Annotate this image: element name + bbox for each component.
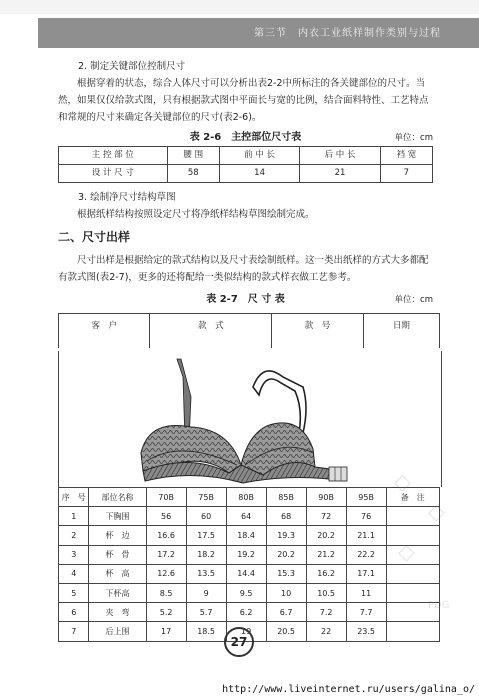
table-cell: 56	[146, 507, 186, 526]
order-header-customer: 客 户	[59, 314, 150, 337]
table-2-6-unit: 单位：cm	[394, 133, 433, 143]
table-cell: 18.2	[186, 545, 226, 564]
table-header-cell: 90B	[306, 488, 346, 507]
table-cell: 7.2	[306, 603, 346, 622]
table-2-6-title-row	[58, 130, 433, 146]
table-row	[59, 583, 440, 602]
table-cell: 9	[186, 583, 226, 602]
table-header-cell: 序 号	[59, 488, 89, 507]
table-2-6	[58, 146, 433, 183]
table-2-7	[58, 487, 440, 642]
table-2-7-title: 表 2-7 尺 寸 表	[206, 294, 285, 305]
table-cell: 19.2	[226, 545, 266, 564]
table-header-cell: 85B	[266, 488, 306, 507]
table-cell: 1	[59, 507, 89, 526]
table-header-cell: 备 注	[386, 488, 439, 507]
table-cell: 后上围	[89, 622, 146, 641]
table-row	[59, 526, 440, 545]
table-cell: 下杯高	[89, 583, 146, 602]
table-cell: 16.2	[306, 564, 346, 583]
table-row	[59, 603, 440, 622]
table-header-cell: 部位名称	[89, 488, 146, 507]
table-cell: 15.3	[266, 564, 306, 583]
table-cell: 9.5	[226, 583, 266, 602]
order-blank-cell	[59, 336, 150, 348]
table-cell: 17	[146, 622, 186, 641]
order-header-row	[59, 314, 440, 337]
bra-style-illustration	[133, 357, 353, 485]
order-blank-cell	[150, 336, 272, 348]
table-header-cell: 裆 宽	[380, 147, 432, 165]
table-cell: 60	[186, 507, 226, 526]
table-cell: 76	[346, 507, 386, 526]
table-cell: 7	[380, 165, 432, 183]
table-cell: 10	[266, 583, 306, 602]
table-header-cell: 80B	[226, 488, 266, 507]
order-blank-cell	[363, 336, 439, 348]
hook-eye-closure	[329, 467, 347, 481]
table-cell: 21.2	[306, 545, 346, 564]
running-header-title: 第三节 内衣工业纸样制作类别与过程	[254, 28, 441, 39]
table-cell: 22.2	[346, 545, 386, 564]
section-paragraph-2: 根据穿着的状态，综合人体尺寸可以分析出表2-2中所标注的各关键部位的尺寸。当然，如果仅仅给款式图，只有根据款式图中平面长与宽的比例，结合面料特性、工艺特点和常规的尺寸来确定各关键部位的尺寸(表2-6)。	[58, 78, 429, 123]
table-row	[59, 165, 433, 183]
section-paragraph-two: 尺寸出样是根据给定的款式结构以及尺寸表绘制纸样。这一类出纸样的方式大多都配有款式图(表2-7)，更多的还将配给一类似结构的款式样衣做工艺参考。	[58, 255, 429, 283]
section-heading-3: 3. 绘制净尺寸结构草图	[78, 192, 176, 203]
table-2-7-unit: 单位：cm	[394, 295, 433, 305]
table-row	[59, 507, 440, 526]
table-header-cell: 前 中 长	[219, 147, 299, 165]
table-cell: 20.2	[266, 545, 306, 564]
table-cell: 21	[300, 165, 380, 183]
table-header-row	[59, 147, 433, 165]
table-header-cell: 75B	[186, 488, 226, 507]
table-cell: 杯 高	[89, 564, 146, 583]
table-cell: 11	[346, 583, 386, 602]
table-cell: 17.5	[186, 526, 226, 545]
table-cell: 14.4	[226, 564, 266, 583]
watermark-text: PDG	[428, 600, 450, 611]
table-cell: 23.5	[346, 622, 386, 641]
size-spec-sheet	[58, 313, 440, 669]
table-cell: 7	[59, 622, 89, 641]
table-cell: 8.5	[146, 583, 186, 602]
table-header-cell: 后 中 长	[300, 147, 380, 165]
table-header-cell: 95B	[346, 488, 386, 507]
table-cell: 14	[219, 165, 299, 183]
order-header-table	[58, 313, 440, 348]
table-2-6-title: 表 2-6 主控部位尺寸表	[189, 132, 302, 143]
section-title-two: 二、尺寸出样	[58, 230, 131, 244]
table-cell: 杯 骨	[89, 545, 146, 564]
table-cell: 21.1	[346, 526, 386, 545]
table-cell: 夹 弯	[89, 603, 146, 622]
table-cell: 58	[167, 165, 219, 183]
section-heading-2: 2. 制定关键部位控制尺寸	[78, 61, 186, 72]
table-cell: 19.3	[266, 526, 306, 545]
table-header-row	[59, 488, 440, 507]
table-cell: 7.7	[346, 603, 386, 622]
table-2-7-body	[59, 507, 440, 641]
table-2-7-title-row	[58, 292, 433, 308]
table-cell: 19	[226, 622, 266, 641]
body-content	[58, 58, 433, 308]
table-cell: 2	[59, 526, 89, 545]
table-cell: 6.2	[226, 603, 266, 622]
table-cell: 5	[59, 583, 89, 602]
table-cell: 设 计 尺 寸	[59, 165, 168, 183]
source-url: http://www.liveinternet.ru/users/galina_o/	[222, 684, 475, 695]
table-cell: 64	[226, 507, 266, 526]
table-cell: 18.4	[226, 526, 266, 545]
order-header-blank-row	[59, 336, 440, 348]
table-cell: 20.5	[266, 622, 306, 641]
table-cell: 22	[306, 622, 346, 641]
page-number: 27	[224, 627, 254, 657]
order-blank-cell	[272, 336, 363, 348]
table-cell: 20.2	[306, 526, 346, 545]
table-cell: 13.5	[186, 564, 226, 583]
order-header-style: 款 式	[150, 314, 272, 337]
table-cell: 4	[59, 564, 89, 583]
table-cell: 3	[59, 545, 89, 564]
order-header-style-no: 款 号	[272, 314, 363, 337]
table-cell: 杯 边	[89, 526, 146, 545]
table-header-cell: 主 控 部 位	[59, 147, 168, 165]
table-cell: 68	[266, 507, 306, 526]
section-paragraph-3: 根据纸样结构按照设定尺寸将净纸样结构草图绘制完成。	[77, 209, 315, 220]
table-row	[59, 564, 440, 583]
table-cell: 5.2	[146, 603, 186, 622]
table-cell: 5.7	[186, 603, 226, 622]
table-header-cell: 70B	[146, 488, 186, 507]
table-header-cell: 腰 围	[167, 147, 219, 165]
watermark-stamp: ◇ ◇ ◇ PDG	[394, 470, 450, 611]
table-row	[59, 545, 440, 564]
table-cell: 6.7	[266, 603, 306, 622]
table-cell: 下胸围	[89, 507, 146, 526]
table-cell: 17.2	[146, 545, 186, 564]
table-cell: 12.6	[146, 564, 186, 583]
table-cell: 72	[306, 507, 346, 526]
table-cell: 17.1	[346, 564, 386, 583]
table-cell: 18.5	[186, 622, 226, 641]
order-header-date: 日期	[363, 314, 439, 337]
table-cell: 10.5	[306, 583, 346, 602]
table-cell: 6	[59, 603, 89, 622]
table-cell: 16.6	[146, 526, 186, 545]
scan-margin-top	[0, 0, 479, 14]
